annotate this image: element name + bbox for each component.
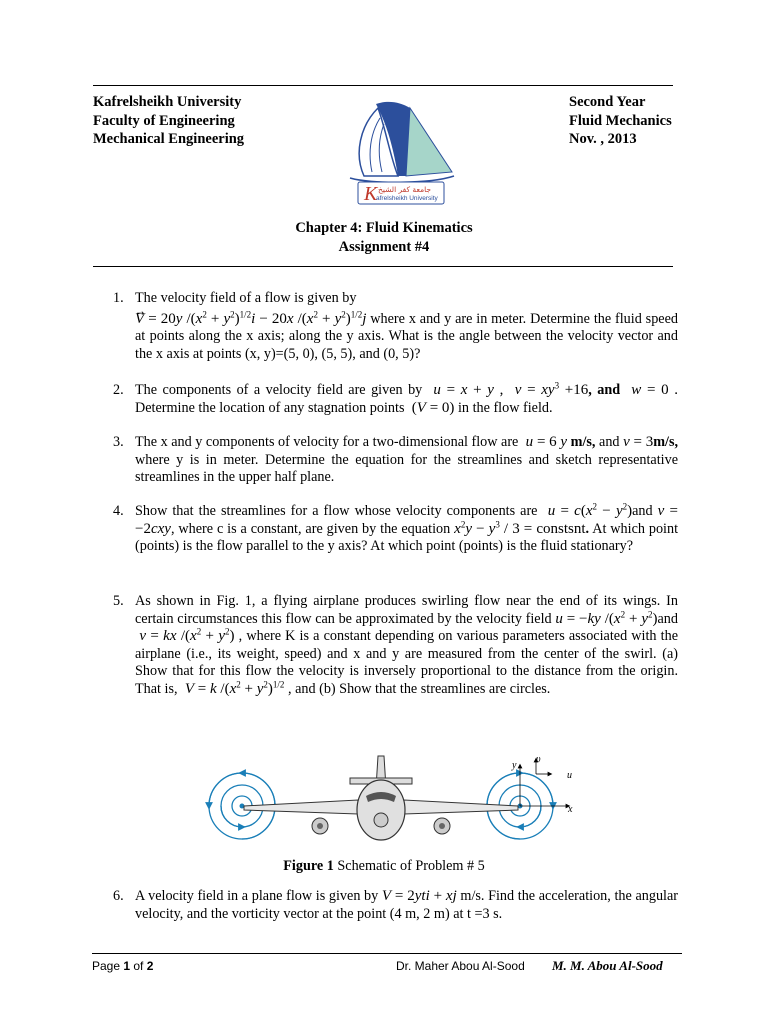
and-label: and [599,434,620,450]
faculty-name: Faculty of Engineering [93,112,235,129]
question-number: 6. [113,888,124,904]
figure-caption [0,858,768,875]
header-right [569,93,672,149]
velocity-components: u = x + y , $v = xy^3 +16$ [427,380,589,398]
and-label: , and [588,382,621,398]
question-text-c: At which point (points) is the flow parallel to the y axis? At which point (points) is the fluid stationary? [135,520,679,555]
course-name: Fluid Mechanics [569,112,672,129]
logo-english: afrelsheikh University [376,195,438,202]
question-intro: The velocity field of a flow is given by [135,290,357,306]
unit-label: m/s, [570,434,596,450]
question-4: 4. Show that the streamlines for a flow whose velocity components are $u = c(x^2 - y^2)and$ v = −2cxy, where c is a constant, are given by the equation $x^2y - y^3 / 3$ = constsnt. At which point (points) is the flow parallel to the y axis? At which point (points) is the fluid stationary? [113,501,679,555]
date-label: Nov. , 2013 [569,131,637,147]
university-logo [340,96,460,206]
question-text-c: , and (b) Show that the streamlines are circles. [287,680,551,697]
assignment-number: Assignment #4 [338,239,430,255]
question-text-b: , where K is a constant depending on various parameters associated with the airplane (i.e., its weight, speed) and x and y are measured from the center of the swirl. (a) Show that for this flow the velocity is inversely proportional to the distance from the origin. That is, [135,628,678,697]
v-label: υ [536,754,541,765]
question-5: 5. As shown in Fig. 1, a flying airplane produces swirling flow near the end of its wings. In certain circumstances this flow can be approximated by the velocity field u = −ky $/(x^2 + y^2)and$ v = kx $/(x^2 + y^2)$ , where K is a constant depending on various parameters associated with the airplane (i.e., its weight, speed) and x and y are measured from the center of the swirl. (a) Show that for this flow the velocity is inversely proportional to the distance from the origin. That is, V = k $/(x^2 + y^2)^{1/2}$ , and (b) Show that the streamlines are circles. [113,593,678,697]
question-text-b: Determine the location of any stagnation points [135,399,405,416]
page-footer [92,957,682,977]
airplane-figure [200,748,590,858]
university-name: Kafrelsheikh University [93,94,242,110]
question-text-c: in the flow field. [457,399,553,416]
title-rule [93,266,673,267]
question-text: where x and y are in meter. Determine the fluid speed at points along the x axis; along the y axis. What is the angle between the velocity vector and the x axis at points (x, y)=(5, 0), (5, 5), and (0, 5)? [135,310,678,362]
logo-letter: K [364,183,378,205]
logo-arabic: جامعة كفر الشيخ [378,185,432,194]
question-text-a: A velocity field in a plane flow is given by [135,888,379,904]
figure-label: Figure 1 [283,858,334,874]
and-label: and [657,610,678,627]
and-label: and [632,503,653,519]
question-3: 3. The x and y components of velocity for a two-dimensional flow are u = 6 y m/s, and v = 3m/s, where y is in meter. Determine the equation for the streamlines and sketch representative streamlines in the upper half plane. [113,434,679,486]
question-number: 3. [113,434,124,450]
year-label: Second Year [569,94,646,110]
page-indicator: Page 1 of 2 [92,959,154,973]
question-text-b: , where c is a constant, are given by the equation [170,520,451,537]
question-number: 2. [113,382,124,398]
question-1 [113,290,678,363]
question-text-a: The x and y components of velocity for a two-dimensional flow are [135,434,519,450]
question-2: 2. The components of a velocity field are given by u = x + y , $v = xy^3 +16$, and w = 0 . Determine the location of any stagnation points (V = 0) in the flow field. [113,380,679,416]
question-text-b: where y is in meter. Determine the equation for the streamlines and sketch representative streamlines in the upper half plane. [135,451,678,486]
y-axis-label: y [512,760,517,771]
question-number: 4. [113,503,124,519]
author-name: Dr. Maher Abou Al-Sood [396,959,525,973]
top-rule [93,85,673,86]
author-signature: M. M. Abou Al-Sood [552,958,663,973]
header-left [93,93,244,149]
question-number: 1. [113,290,124,306]
department-name: Mechanical Engineering [93,131,245,147]
question-text-a: As shown in Fig. 1, a flying airplane produces swirling flow near the end of its wings. In certain circumstances this flow can be approximated by the velocity field [135,593,678,627]
velocity-equation: V = 20y $/(x^2 + y^2)^{1/2}i - 20x$ $/(x^2 + y^2)^{1/2}j$ [135,308,367,327]
x-axis-label: x [568,804,573,815]
u-label: u [567,770,572,781]
question-text-a: Show that the streamlines for a flow whose velocity components are [135,503,538,519]
question-6: 6. A velocity field in a plane flow is given by V = 2yti + xj m/s. Find the acceleration, the angular velocity, and the vorticity vector at the point (4 m, 2 m) at t =3 s. [113,888,678,922]
chapter-title [0,219,768,257]
footer-rule [92,953,682,954]
question-text-a: The components of a velocity field are given by [135,382,423,398]
question-number: 5. [113,593,124,609]
chapter-name: Chapter 4: Fluid Kinematics [295,220,473,236]
question-text-b: m/s. Find the acceleration, the angular velocity, and the vorticity vector at the point (4 m, 2 m) at t =3 s. [135,888,678,922]
figure-caption-text: Schematic of Problem # 5 [333,858,485,874]
